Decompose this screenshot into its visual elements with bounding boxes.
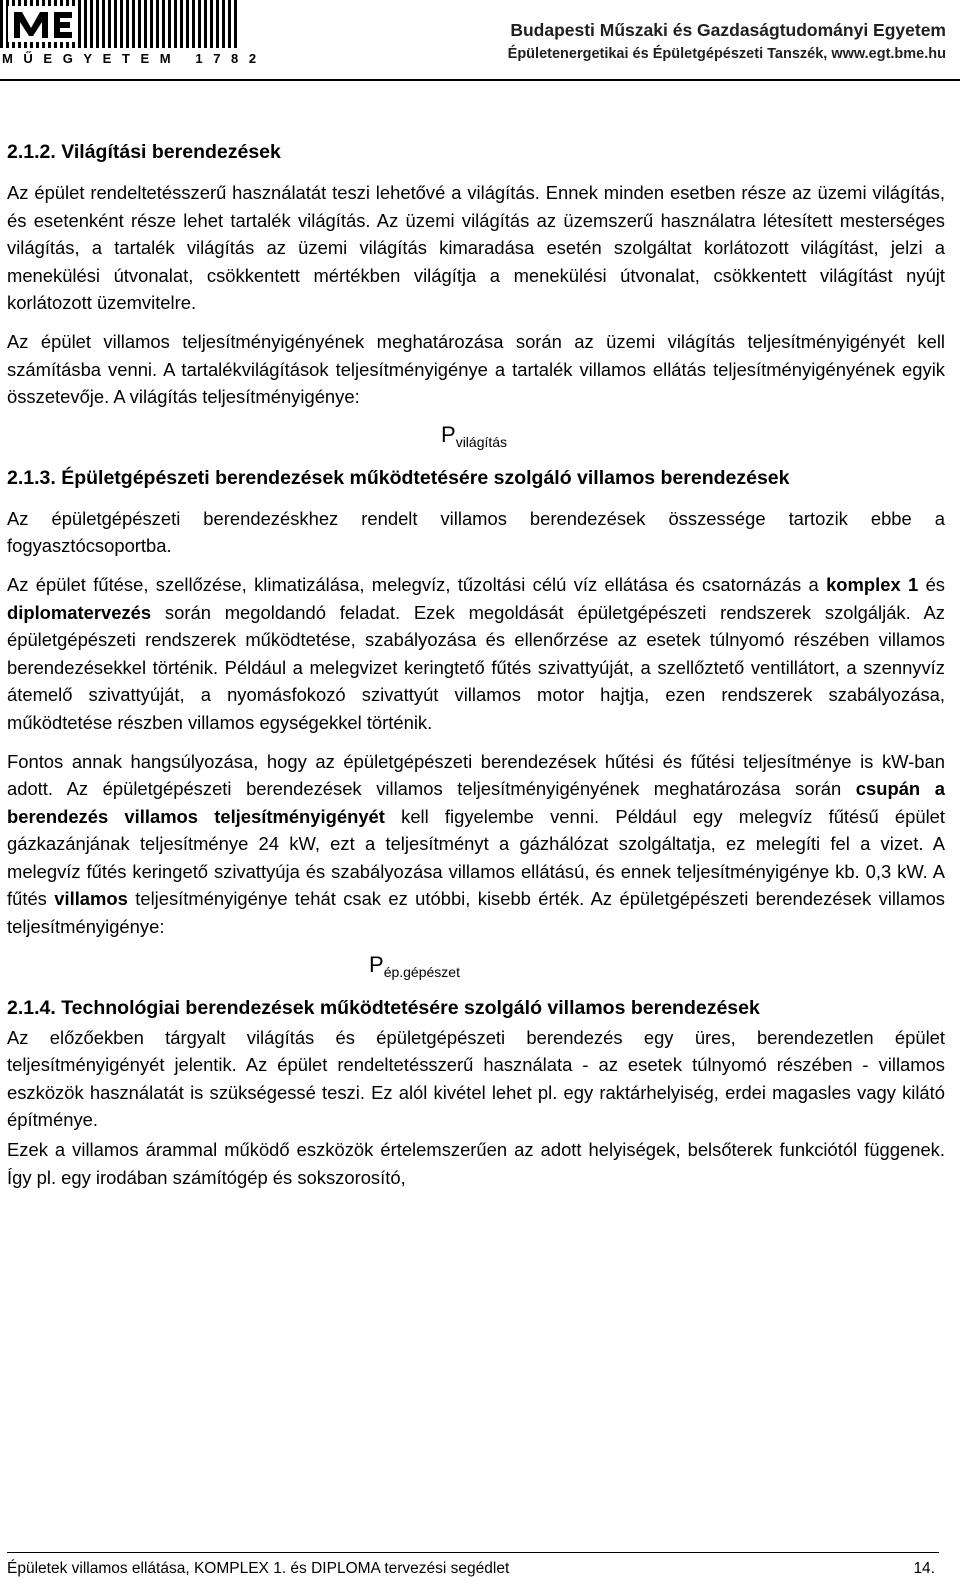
formula-lighting-subscript: világítás (455, 433, 508, 450)
section-heading-technology: 2.1.4. Technológiai berendezések működtetésére szolgáló villamos berendezések (7, 996, 760, 1019)
university-name: Budapesti Műszaki és Gazdaságtudományi Egyetem (510, 20, 946, 40)
emphasis-komplex: komplex 1 (826, 573, 919, 595)
page-footer (7, 1552, 945, 1588)
bme-logo (0, 0, 238, 48)
page-number: 14. (913, 1560, 935, 1577)
footer-title: Épületek villamos ellátása, KOMPLEX 1. és DIPLOMA tervezési segédlet (7, 1560, 510, 1577)
formula-lighting (7, 422, 945, 462)
page-header (0, 0, 960, 80)
formula-building-services-subscript: ép.gépészet (383, 963, 460, 980)
paragraph-technology-devices: Ezek a villamos árammal működő eszközök értelemszerűen az adott helyiségek, belsőterek funkciótól függenek. Így pl. egy irodában számítógép és sokszorosító, (7, 1139, 945, 1188)
department-name: Épületenergetikai és Épületgépészeti Tanszék, www.egt.bme.hu (507, 46, 946, 62)
formula-lighting-symbol: $P_{világítás}$ (441, 421, 508, 450)
paragraph-lighting-demand-a: Az épület villamos teljesítményigényének meghatározása során az üzemi világítás teljesítményigényét kell számításba venni. (7, 330, 945, 380)
document-body (7, 140, 945, 1202)
formula-building-services (7, 952, 945, 992)
emphasis-electric: villamos (54, 888, 128, 910)
paragraph-building-services-power: Fontos annak hangsúlyozása, hogy az épületgépészeti berendezések hűtési és fűtési teljesítménye is kW-ban adott. Az épületgépészeti berendezések villamos teljesítményigényének meghatározása során csupán a berendezés villamos teljesítményigényét kell figyelembe venni. Például egy melegvíz fűtésű épület gázkazánjának teljesítménye 24 kW, ezt a teljesítményt a gázhálózat szolgáltatja, ez melegíti fel a vizet. A melegvíz fűtés keringető szivattyúja és szabályozása villamos ellátású, és ennek teljesítményigénye kb. 0,3 kW. A fűtés villamos teljesítményigénye tehát csak ez utóbbi, kisebb érték. Az épületgépészeti berendezések villamos teljesítményigénye: (7, 750, 945, 938)
paragraph-lighting-demand (7, 328, 945, 411)
formula-building-services-symbol: $P_{ép.gépészet}$ (369, 951, 460, 980)
emphasis-device-power: csupán a berendezés villamos teljesítményigényét (7, 778, 945, 827)
bme-logo-emblem-icon (0, 0, 238, 48)
paragraph-lighting-intro: Az épület rendeltetésszerű használatát teszi lehetővé a világítás. Ennek minden esetben része az üzemi világítás, és esetenként része lehet tartalék világítás. Az üzemi világítás az üzemszerű használatra létesített mesterséges világítás, a tartalék világítás az üzemi világítás kimaradása esetén szolgáltat korlátozott világítást, jelzi a menekülési útvonalat, csökkentett mértékben világítja a menekülési útvonalat, csökkentett világítást nyújt korlátozott üzemvitelre. (7, 182, 945, 314)
header-divider (0, 79, 960, 81)
paragraph-building-services-systems: Az épület fűtése, szellőzése, klimatizálása, melegvíz, tűzoltási célú víz ellátása és csatornázás a komplex 1 és diplomatervezés során megoldandó feladat. Ezek megoldását épületgépészeti rendszerek szolgálják. Az épületgépészeti rendszerek működtetése, szabályozása és ellenőrzése az esetek túlnyomó részében villamos berendezésekkel történik. Például a melegvizet keringtető fűtés szivattyúját, a szellőztető ventillátort, a szennyvíz átemelő szivattyúját, a nyomásfokozó szivattyút villamos motor hajtja, ezen rendszerek szabályozása, működtetése részben villamos egységekkel történik. (7, 573, 946, 733)
paragraph-technology-intro: Az előzőekben tárgyalt világítás és épületgépészeti berendezés egy üres, berendezetlen épület teljesítményigényét jelentik. Az épület rendeltetésszerű használata - az esetek túlnyomó részében - villamos eszközök használatát is szükségessé teszi. Ez alól kivétel lehet pl. egy raktárhelyiség, erdei magasles vagy kilátó építménye. (7, 1026, 945, 1131)
logo-caption: MŰEGYETEM 1782 (2, 51, 267, 66)
emphasis-diploma: diplomatervezés (7, 601, 152, 623)
section-heading-building-services: 2.1.3. Épületgépészeti berendezések működtetésére szolgáló villamos berendezések (7, 466, 790, 489)
section-heading-lighting: 2.1.2. Világítási berendezések (7, 141, 281, 163)
footer-divider (7, 1552, 939, 1553)
paragraph-building-services-intro: Az épületgépészeti berendezéskhez rendelt villamos berendezések összessége tartozik ebbe a fogyasztócsoportba. (7, 507, 945, 557)
paragraph-lighting-demand-b: A tartalékvilágítások teljesítményigénye a tartalék villamos ellátás teljesítményigényének egyik összetevője. A világítás teljesítményigénye: (7, 358, 945, 408)
